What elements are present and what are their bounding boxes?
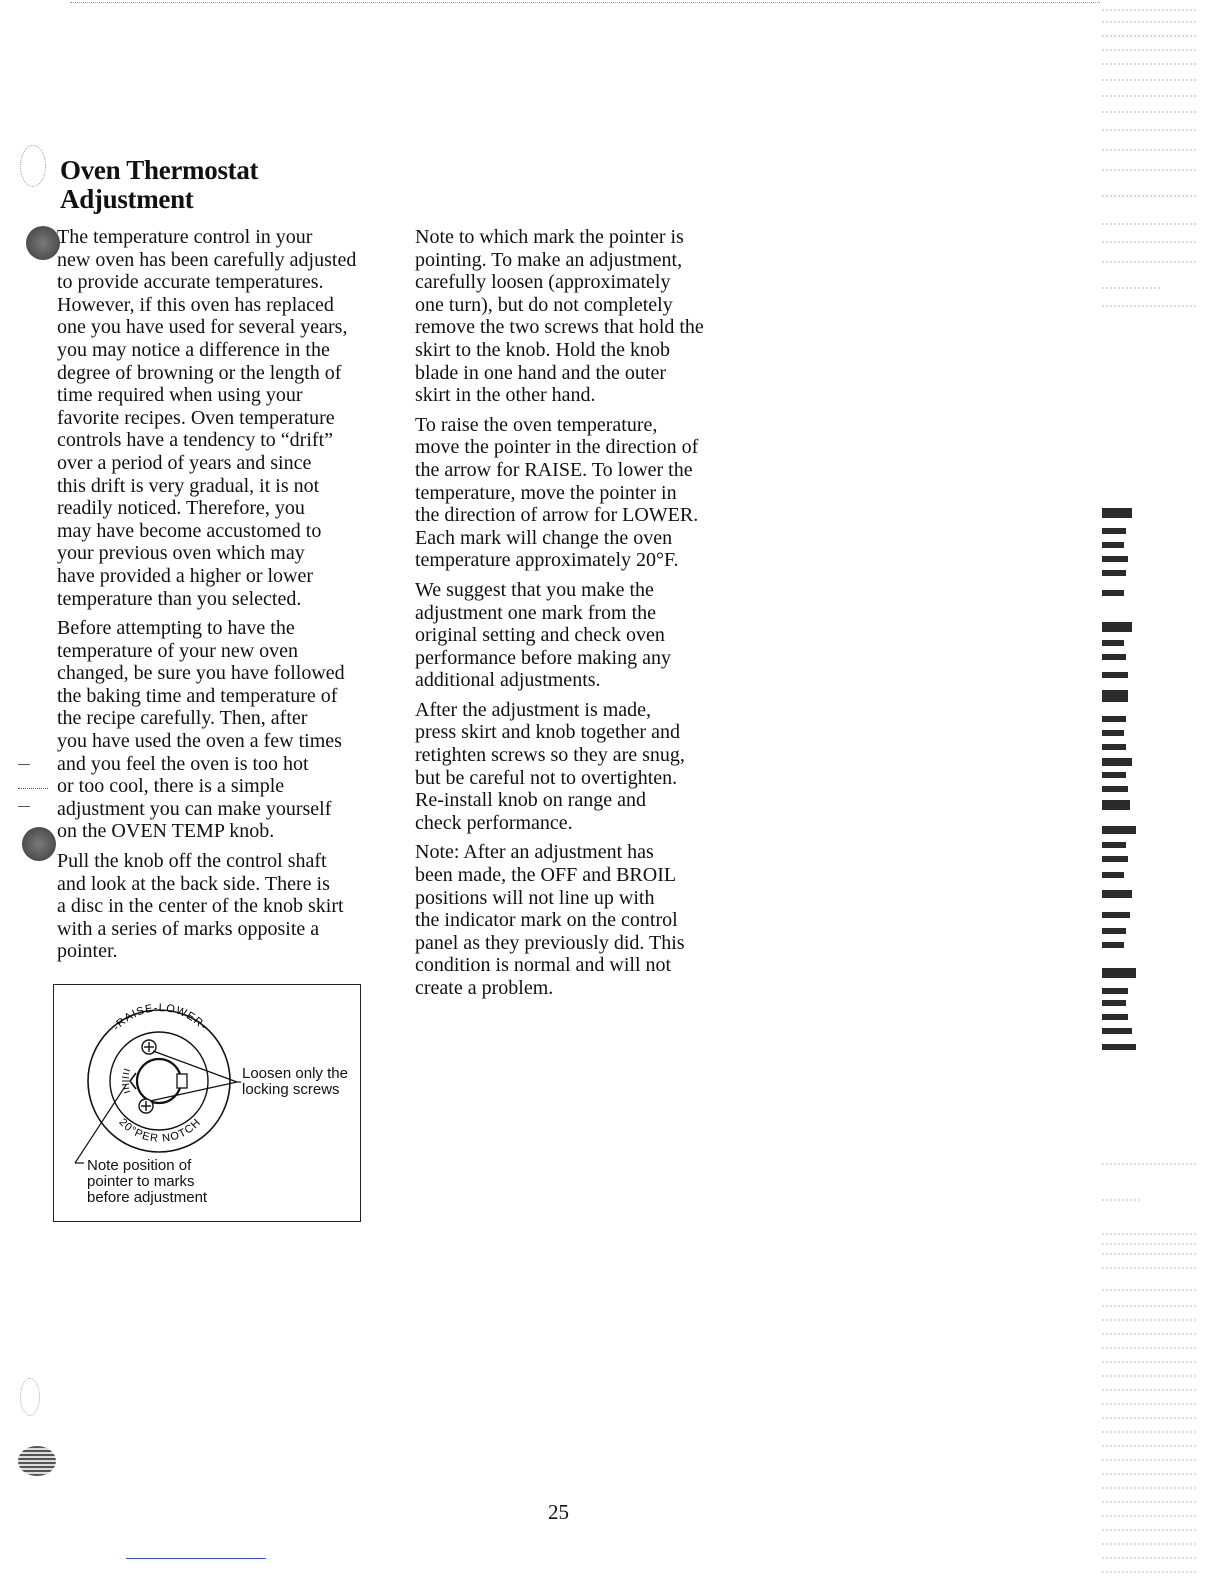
loosen-screws-label: Loosen only the locking screws	[242, 1065, 348, 1098]
per-notch-arc-label: 20°PER NOTCH	[116, 1116, 204, 1145]
top-scan-rule	[70, 2, 1100, 3]
raise-lower-arc-label: -RAISE-LOWER-	[110, 1002, 210, 1034]
paragraph: We suggest that you make the adjustment one mark from the original setting and check oven performance before making any additional adjustments.	[415, 578, 671, 692]
section-heading	[60, 156, 360, 214]
leader-lines	[75, 1051, 241, 1163]
heading-line-1: Oven Thermostat	[60, 155, 259, 185]
paragraph: To raise the oven temperature, move the pointer in the direction of the arrow for RAISE. To lower the temperature, move the pointer in the direction of arrow for LOWER. Each mark will change the oven temperature approximately 20°F.	[415, 413, 699, 572]
page-number: 25	[548, 1500, 569, 1524]
margin-dash	[18, 806, 30, 807]
margin-dash	[18, 788, 48, 789]
paragraph: Before attempting to have the temperature of your new oven changed, be sure you have followed the baking time and temperature of the recipe carefully. Then, after you have used the oven a few times and you feel the oven is too hot or too cool, there is a simple adjustment you can make yourself on the OVEN TEMP knob.	[57, 617, 345, 843]
scan-noise-strip	[1100, 0, 1200, 1584]
margin-scan-mark	[20, 145, 46, 187]
paragraph: Pull the knob off the control shaft and look at the back side. There is a disc in the center of the knob skirt with a series of marks opposite a pointer.	[57, 850, 344, 963]
heading-line-2: Adjustment	[60, 184, 194, 214]
paragraph: The temperature control in your new oven has been carefully adjusted to provide accurate temperatures. However, if this oven has replaced one you have used for several years, you may notice a difference in the degree of browning or the length of time required when using your favorite recipes. Oven temperature controls have a tendency to “drift” over a period of years and since this drift is very gradual, it is not readily noticed. Therefore, you may have become accustomed to your previous oven which may have provided a higher or lower temperature than you selected.	[57, 226, 357, 610]
margin-dash	[18, 764, 30, 765]
paragraph: Note to which mark the pointer is pointing. To make an adjustment, carefully loosen (approximately one turn), but do not completely remove the two screws that hold the skirt to the knob. Hold the knob blade in one hand and the outer skirt in the other hand.	[415, 226, 704, 407]
note-pointer-label: Note position of pointer to marks before adjustment	[87, 1157, 208, 1206]
bottom-underline	[126, 1558, 266, 1559]
right-column	[415, 226, 735, 1007]
pointer-icon	[130, 1073, 136, 1089]
margin-scan-mark	[20, 1378, 40, 1416]
paragraph: Note: After an adjustment has been made, the OFF and BROIL positions will not line up with the indicator mark on the control panel as they previously did. This condition is normal and will not create a problem.	[415, 841, 685, 999]
paragraph: After the adjustment is made, press skirt and knob together and retighten screws so they are snug, but be careful not to overtighten. Re-install knob on range and check performance.	[415, 698, 685, 834]
knob-shaft-hole	[137, 1059, 181, 1103]
margin-scan-mark	[18, 1446, 56, 1476]
bullet-mark	[22, 827, 56, 861]
knob-blade-slot	[177, 1074, 187, 1088]
bullet-mark	[26, 226, 60, 260]
left-column	[57, 226, 377, 970]
knob-diagram	[53, 984, 361, 1222]
